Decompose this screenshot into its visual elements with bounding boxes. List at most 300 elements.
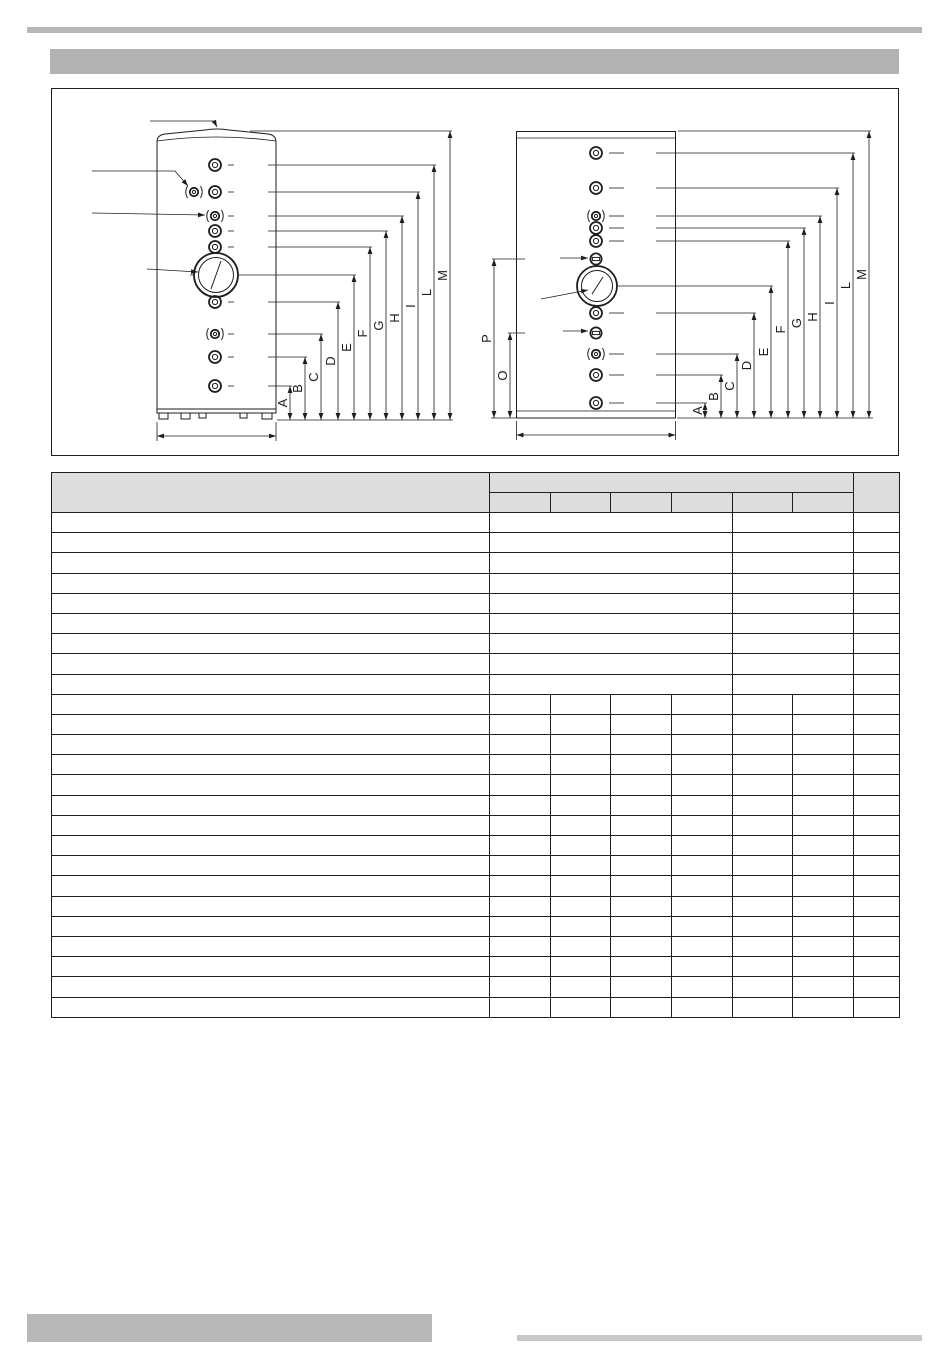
drawing-frame (52, 89, 899, 456)
pipe-connection (209, 186, 234, 198)
sensor-well-icon (190, 188, 198, 196)
sensor-well-icon (211, 212, 219, 220)
value-cell-group-a (490, 553, 732, 573)
value-cell (732, 836, 793, 856)
table-row (52, 755, 900, 775)
value-cell (732, 997, 793, 1017)
row-description-cell (52, 654, 490, 674)
table-row (52, 795, 900, 815)
row-description-cell (52, 957, 490, 977)
left-dimension-e-label: E (339, 343, 354, 352)
left-tank-base (157, 409, 276, 413)
row-description-cell (52, 714, 490, 734)
sensor-well-bore (594, 214, 597, 217)
value-cell (672, 977, 733, 997)
right-dimension-c-label: C (722, 381, 737, 391)
value-cell (550, 916, 611, 936)
unit-cell (853, 573, 899, 593)
value-cell (672, 997, 733, 1017)
left-dimension-i-label: I (403, 304, 418, 308)
value-cell-group-b (732, 593, 853, 613)
value-cell-group-a (490, 513, 732, 533)
value-cell (550, 936, 611, 956)
left-dimension-l-label: L (419, 288, 434, 297)
unit-cell (853, 513, 899, 533)
left-dimension-m-label: M (435, 270, 450, 281)
row-description-cell (52, 936, 490, 956)
pipe-connection-icon (590, 369, 602, 381)
value-cell (550, 836, 611, 856)
table-header (52, 473, 900, 513)
value-cell (672, 957, 733, 977)
value-cell (732, 735, 793, 755)
row-description-cell (52, 815, 490, 835)
value-cell (793, 856, 854, 876)
right-dimension-h-label: H (805, 312, 820, 322)
row-description-cell (52, 836, 490, 856)
value-cell (793, 836, 854, 856)
table-header-model-column (672, 493, 733, 513)
value-cell (490, 755, 551, 775)
pipe-connection (590, 369, 624, 381)
unit-cell (853, 694, 899, 714)
unit-cell (853, 957, 899, 977)
right-dimension-i-label: I (822, 301, 837, 305)
row-description-cell (52, 573, 490, 593)
pipe-connection-bore (593, 225, 598, 230)
table-row (52, 775, 900, 795)
unit-cell (853, 654, 899, 674)
left-dimension-b-label: B (290, 384, 305, 393)
value-cell (672, 916, 733, 936)
left-dimension-f-label: F (355, 329, 370, 338)
value-cell (550, 997, 611, 1017)
pipe-connection (590, 327, 601, 338)
value-cell (672, 735, 733, 755)
table-row (52, 654, 900, 674)
value-cell (550, 755, 611, 775)
sensor-well-bore (213, 332, 216, 335)
value-cell (550, 977, 611, 997)
left-heater-drawing (92, 121, 453, 441)
value-cell (550, 876, 611, 896)
row-description-cell (52, 916, 490, 936)
unit-cell (853, 714, 899, 734)
value-cell-group-b (732, 553, 853, 573)
table-row (52, 613, 900, 633)
pipe-connection (209, 159, 234, 171)
unit-cell (853, 997, 899, 1017)
sensor-well-bracket-right (603, 210, 605, 222)
left-dimension-c-label: C (306, 372, 321, 382)
pipe-connection-icon (590, 182, 602, 194)
pipe-connection (590, 222, 624, 234)
pipe-connection (209, 225, 234, 237)
right-dimension-g-label: G (789, 317, 804, 329)
value-cell-group-a (490, 634, 732, 654)
table-row (52, 997, 900, 1017)
left-dimension-d-label: D (323, 356, 338, 366)
pipe-connection (209, 241, 234, 253)
table-row (52, 957, 900, 977)
unit-cell (853, 674, 899, 694)
unit-cell (853, 634, 899, 654)
value-cell (611, 795, 672, 815)
value-cell (490, 815, 551, 835)
pipe-connection (588, 348, 624, 360)
unit-cell (853, 896, 899, 916)
pipe-connection-icon (590, 397, 602, 409)
value-cell (611, 896, 672, 916)
table-row (52, 735, 900, 755)
row-description-cell (52, 634, 490, 654)
pipe-connection-icon (590, 235, 602, 247)
left-tank-feet (159, 413, 272, 419)
right-side-dimension-p-label: P (479, 334, 494, 343)
pipe-connection-icon (590, 222, 602, 234)
value-cell-group-b (732, 513, 853, 533)
sensor-well-bracket-right (222, 210, 224, 222)
value-cell (490, 735, 551, 755)
sensor-well-bracket-right (201, 186, 203, 198)
pipe-connection (590, 253, 601, 264)
table-row (52, 593, 900, 613)
row-description-cell (52, 755, 490, 775)
pipe-connection-icon (209, 380, 221, 392)
left-dimension-h-label: H (387, 313, 402, 323)
row-description-cell (52, 795, 490, 815)
right-dimension-a-label: A (690, 406, 705, 415)
value-cell (793, 815, 854, 835)
value-cell (732, 977, 793, 997)
table-header-description (52, 473, 490, 513)
value-cell (550, 957, 611, 977)
table-row (52, 876, 900, 896)
table-row (52, 533, 900, 553)
value-cell (732, 815, 793, 835)
value-cell-group-b (732, 533, 853, 553)
value-cell (732, 856, 793, 876)
pipe-connection-bore (593, 185, 598, 190)
unit-cell (853, 613, 899, 633)
value-cell (611, 856, 672, 876)
value-cell (611, 977, 672, 997)
value-cell (672, 836, 733, 856)
sensor-well-bracket-left (588, 210, 590, 222)
row-description-cell (52, 896, 490, 916)
pipe-connection-bore (212, 354, 217, 359)
value-cell (490, 694, 551, 714)
unit-cell (853, 593, 899, 613)
value-cell (732, 775, 793, 795)
value-cell-group-b (732, 674, 853, 694)
value-cell (732, 896, 793, 916)
value-cell (490, 916, 551, 936)
value-cell (793, 936, 854, 956)
table-row (52, 674, 900, 694)
row-description-cell (52, 513, 490, 533)
table-header-row (52, 473, 900, 493)
pipe-connection (588, 210, 624, 222)
section-header-bar (50, 49, 899, 74)
pipe-connection (207, 210, 234, 222)
value-cell (672, 896, 733, 916)
row-description-cell (52, 674, 490, 694)
table-header-model-column (550, 493, 611, 513)
value-cell-group-a (490, 674, 732, 694)
sensor-well-bore (192, 190, 195, 193)
pipe-connection (186, 186, 203, 198)
value-cell (490, 795, 551, 815)
pipe-connection (577, 266, 617, 306)
value-cell (490, 775, 551, 795)
table-row (52, 634, 900, 654)
pipe-connection-icon (209, 186, 221, 198)
left-flange-leader (147, 269, 198, 272)
value-cell-group-a (490, 593, 732, 613)
table-header-model-column (732, 493, 793, 513)
table-row (52, 836, 900, 856)
sensor-well-bracket-left (207, 210, 209, 222)
value-cell (672, 755, 733, 775)
row-description-cell (52, 593, 490, 613)
table-row (52, 573, 900, 593)
value-cell (672, 815, 733, 835)
technical-data-table (51, 472, 900, 1018)
left-tank-cap-line (157, 137, 276, 141)
value-cell (611, 836, 672, 856)
value-cell-group-a (490, 613, 732, 633)
value-cell (611, 936, 672, 956)
footer-left-bar (27, 1314, 432, 1342)
pipe-connection (590, 235, 624, 247)
value-cell (732, 876, 793, 896)
table-row (52, 936, 900, 956)
value-cell (672, 775, 733, 795)
right-dimension-b-label: B (706, 392, 721, 401)
sensor-well-icon (211, 330, 219, 338)
unit-cell (853, 533, 899, 553)
sensor-well-icon (592, 212, 600, 220)
value-cell (793, 714, 854, 734)
value-cell (793, 977, 854, 997)
value-cell (611, 694, 672, 714)
value-cell (793, 795, 854, 815)
right-heater-drawing (479, 131, 873, 440)
right-side-dimension-o-label: O (495, 370, 510, 381)
value-cell (611, 957, 672, 977)
pipe-connection-icon (590, 307, 602, 319)
table-header-model-column (793, 493, 854, 513)
value-cell (550, 815, 611, 835)
pipe-connection (209, 380, 234, 392)
pipe-connection-icon (209, 225, 221, 237)
inspection-flange-axis (592, 277, 603, 294)
left-top-fitting-leader (150, 121, 217, 127)
value-cell (490, 997, 551, 1017)
table-row (52, 896, 900, 916)
pipe-connection-icon (209, 241, 221, 253)
value-cell (550, 856, 611, 876)
pipe-connection (207, 328, 234, 340)
left-dimension-a-label: A (275, 398, 290, 408)
value-cell (793, 735, 854, 755)
value-cell-group-b (732, 654, 853, 674)
sensor-well-bore (213, 214, 216, 217)
value-cell (611, 714, 672, 734)
row-description-cell (52, 694, 490, 714)
value-cell (490, 977, 551, 997)
sensor-well-bracket-right (222, 328, 224, 340)
value-cell (550, 714, 611, 734)
value-cell (793, 755, 854, 775)
pipe-connection (590, 307, 624, 319)
pipe-connection (190, 253, 238, 297)
value-cell (611, 815, 672, 835)
table-row (52, 694, 900, 714)
value-cell (732, 795, 793, 815)
value-cell (672, 694, 733, 714)
row-description-cell (52, 997, 490, 1017)
value-cell (793, 775, 854, 795)
pipe-connection-bore (593, 238, 598, 243)
value-cell (611, 775, 672, 795)
value-cell (793, 997, 854, 1017)
right-dimension-e-label: E (756, 347, 771, 357)
dimension-drawing (51, 88, 900, 457)
value-cell (732, 916, 793, 936)
pipe-connection-bore (212, 162, 217, 167)
value-cell (732, 714, 793, 734)
pipe-connection-icon (209, 159, 221, 171)
value-cell (793, 916, 854, 936)
table-row (52, 856, 900, 876)
pipe-connection (209, 296, 234, 308)
pipe-connection (590, 147, 624, 159)
right-tank-body (517, 132, 676, 419)
value-cell (490, 957, 551, 977)
row-description-cell (52, 977, 490, 997)
value-cell (490, 714, 551, 734)
value-cell (550, 775, 611, 795)
table-body (52, 513, 900, 1018)
pipe-connection-bore (212, 244, 217, 249)
value-cell-group-b (732, 573, 853, 593)
right-dimension-l-label: L (838, 281, 853, 290)
sensor-well-bore (594, 352, 597, 355)
plugged-connection-plug (592, 257, 599, 260)
value-cell (550, 795, 611, 815)
value-cell (490, 836, 551, 856)
row-description-cell (52, 613, 490, 633)
value-cell (672, 795, 733, 815)
left-sensor-leader (92, 171, 188, 186)
unit-cell (853, 553, 899, 573)
row-description-cell (52, 775, 490, 795)
value-cell (550, 735, 611, 755)
pipe-connection-bore (593, 372, 598, 377)
unit-cell (853, 836, 899, 856)
unit-cell (853, 856, 899, 876)
pipe-connection-bore (593, 400, 598, 405)
pipe-connection (590, 397, 624, 409)
table-header-model-column (611, 493, 672, 513)
right-dimension-d-label: D (739, 360, 754, 371)
value-cell (793, 957, 854, 977)
plugged-connection-plug (592, 331, 599, 334)
value-cell (672, 856, 733, 876)
value-cell (732, 694, 793, 714)
unit-cell (853, 755, 899, 775)
row-description-cell (52, 553, 490, 573)
table-row (52, 815, 900, 835)
table-row (52, 513, 900, 533)
right-dimension-f-label: F (773, 325, 788, 334)
value-cell (732, 936, 793, 956)
table-row (52, 916, 900, 936)
sensor-well-icon (592, 350, 600, 358)
top-rule (27, 27, 922, 33)
pipe-connection-bore (593, 150, 598, 155)
pipe-connection-bore (212, 299, 217, 304)
value-cell-group-b (732, 634, 853, 654)
value-cell-group-a (490, 573, 732, 593)
value-cell (793, 896, 854, 916)
pipe-connection-icon (590, 147, 602, 159)
unit-cell (853, 916, 899, 936)
right-dimension-m-label: M (854, 269, 869, 280)
value-cell (793, 694, 854, 714)
value-cell (611, 755, 672, 775)
value-cell (672, 714, 733, 734)
value-cell (732, 957, 793, 977)
inspection-flange-axis (211, 261, 221, 289)
value-cell (672, 876, 733, 896)
value-cell (611, 997, 672, 1017)
unit-cell (853, 977, 899, 997)
value-cell (490, 876, 551, 896)
pipe-connection (590, 182, 624, 194)
pipe-connection-bore (212, 189, 217, 194)
pipe-connection-bore (212, 383, 217, 388)
unit-cell (853, 795, 899, 815)
unit-cell (853, 936, 899, 956)
value-cell (611, 735, 672, 755)
value-cell-group-a (490, 654, 732, 674)
sensor-well-bracket-left (186, 186, 188, 198)
left-dimension-g-label: G (371, 320, 386, 331)
value-cell-group-a (490, 533, 732, 553)
value-cell (611, 916, 672, 936)
value-cell (490, 936, 551, 956)
row-description-cell (52, 533, 490, 553)
value-cell (793, 876, 854, 896)
table-header-model-column (490, 493, 551, 513)
value-cell (611, 876, 672, 896)
sensor-well-bracket-left (588, 348, 590, 360)
row-description-cell (52, 876, 490, 896)
row-description-cell (52, 856, 490, 876)
pipe-connection-bore (593, 310, 598, 315)
pipe-connection-icon (209, 351, 221, 363)
table-row (52, 977, 900, 997)
pipe-connection-bore (212, 228, 217, 233)
value-cell (490, 896, 551, 916)
value-cell (550, 896, 611, 916)
unit-cell (853, 775, 899, 795)
unit-cell (853, 815, 899, 835)
table-row (52, 714, 900, 734)
